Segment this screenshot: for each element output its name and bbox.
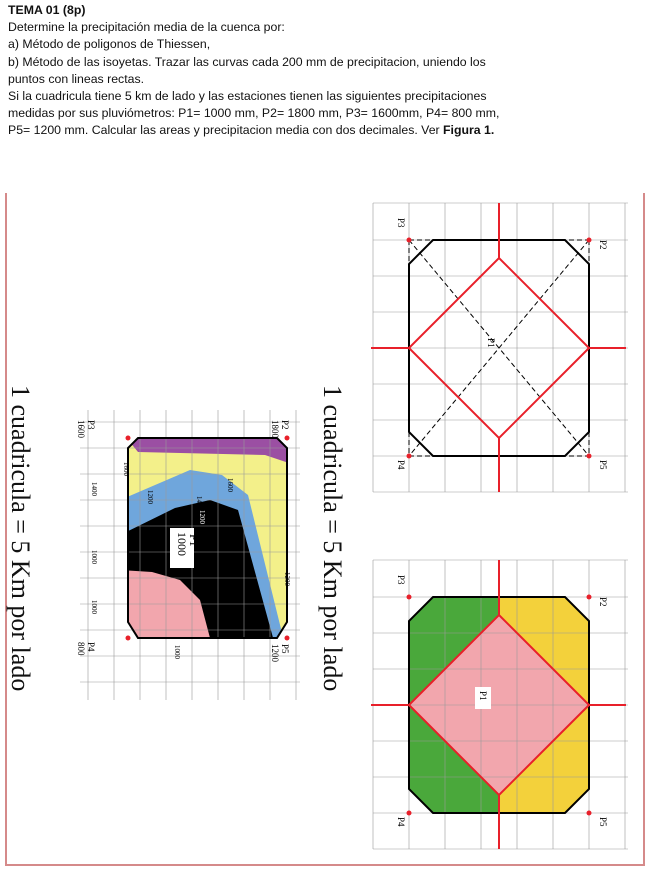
isoyet-p5-label: P5 (280, 644, 290, 654)
isoyet-contour-label: 1000 (173, 645, 181, 659)
statement-line-2: a) Método de poligonos de Thiessen, (8, 37, 211, 52)
statement-line-7 (8, 122, 648, 139)
isoyet-contour-label: 1200 (283, 572, 291, 586)
colored-p4-label: P4 (396, 817, 406, 827)
isoyet-contour-label: 1200 (198, 510, 206, 524)
statement-line-5: Si la cuadricula tiene 5 km de lado y las estaciones tienen las siguientes precipitaciones (8, 89, 487, 104)
isoyet-p3-dot (126, 436, 131, 441)
left-scale-caption: 1 cuadricula = 5 Km por lado (6, 385, 35, 692)
thiessen-colored-svg (368, 555, 632, 853)
isoyet-contour-label: 1000 (90, 550, 98, 564)
thiessen-p3-dot (407, 238, 412, 243)
isoyet-p4-dot (126, 636, 131, 641)
thiessen-construction-figure (368, 198, 632, 496)
thiessen-p3-label: P3 (396, 218, 406, 228)
figure-reference: Figura 1. (443, 123, 495, 138)
isoyet-p1-value: 1000 (175, 532, 189, 556)
thiessen-p2-dot (587, 238, 592, 243)
isoyet-contour-label: 1600 (122, 462, 130, 476)
statement-line-1: Determine la precipitación media de la cuenca por: (8, 20, 285, 35)
isoyet-p1-label: P1 (187, 534, 201, 547)
thiessen-p5-dot (587, 454, 592, 459)
problem-statement (8, 2, 648, 140)
isoyet-p5-value: 1200 (270, 644, 280, 662)
colored-p5-label: P5 (598, 817, 608, 827)
colored-p3-label: P3 (396, 575, 406, 585)
isoyet-p3-value: 1600 (76, 420, 86, 438)
isoyet-p2-value: 1800 (270, 420, 280, 438)
isoyet-p5-dot (285, 636, 290, 641)
thiessen-p4-dot (407, 454, 412, 459)
thiessen-p5-label: P5 (598, 460, 608, 470)
isoyet-p3-label: P3 (86, 420, 96, 430)
thiessen-p2-label: P2 (598, 240, 608, 250)
statement-line-3: b) Método de las isoyetas. Trazar las curvas cada 200 mm de precipitacion, uniendo los (8, 54, 486, 69)
thiessen-construction-svg (368, 198, 632, 496)
isoyet-p2-dot (285, 436, 290, 441)
problem-title: TEMA 01 (8p) (8, 3, 86, 17)
statement-line-4: puntos con lineas rectas. (8, 71, 145, 86)
statement-line-7-text: P5= 1200 mm. Calcular las areas y precipitacion media con dos decimales. Ver (8, 123, 444, 138)
isoyet-contour-label: 1200 (146, 490, 154, 504)
isoyet-figure-svg (60, 400, 300, 705)
isoyet-contour-label: 1000 (90, 600, 98, 614)
statement-line-6: medidas por sus pluviómetros: P1= 1000 mm, P2= 1800 mm, P3= 1600mm, P4= 800 mm, (8, 106, 500, 121)
isoyet-p4-label: P4 (86, 642, 96, 652)
isoyet-contour-label: 1400 (195, 496, 203, 510)
thiessen-colored-figure (368, 555, 632, 853)
thiessen-p1-label: P1 (486, 338, 496, 348)
isoyet-p4-value: 800 (76, 642, 86, 656)
colored-p1-label: P1 (478, 691, 488, 701)
middle-scale-caption: 1 cuadricula = 5 Km por lado (318, 385, 347, 692)
isoyet-figure (60, 400, 300, 705)
colored-p2-label: P2 (598, 597, 608, 607)
isoyet-contour-label: 1400 (90, 482, 98, 496)
thiessen-p4-label: P4 (396, 460, 406, 470)
isoyet-p2-label: P2 (280, 420, 290, 430)
isoyet-contour-label: 1600 (226, 478, 234, 492)
